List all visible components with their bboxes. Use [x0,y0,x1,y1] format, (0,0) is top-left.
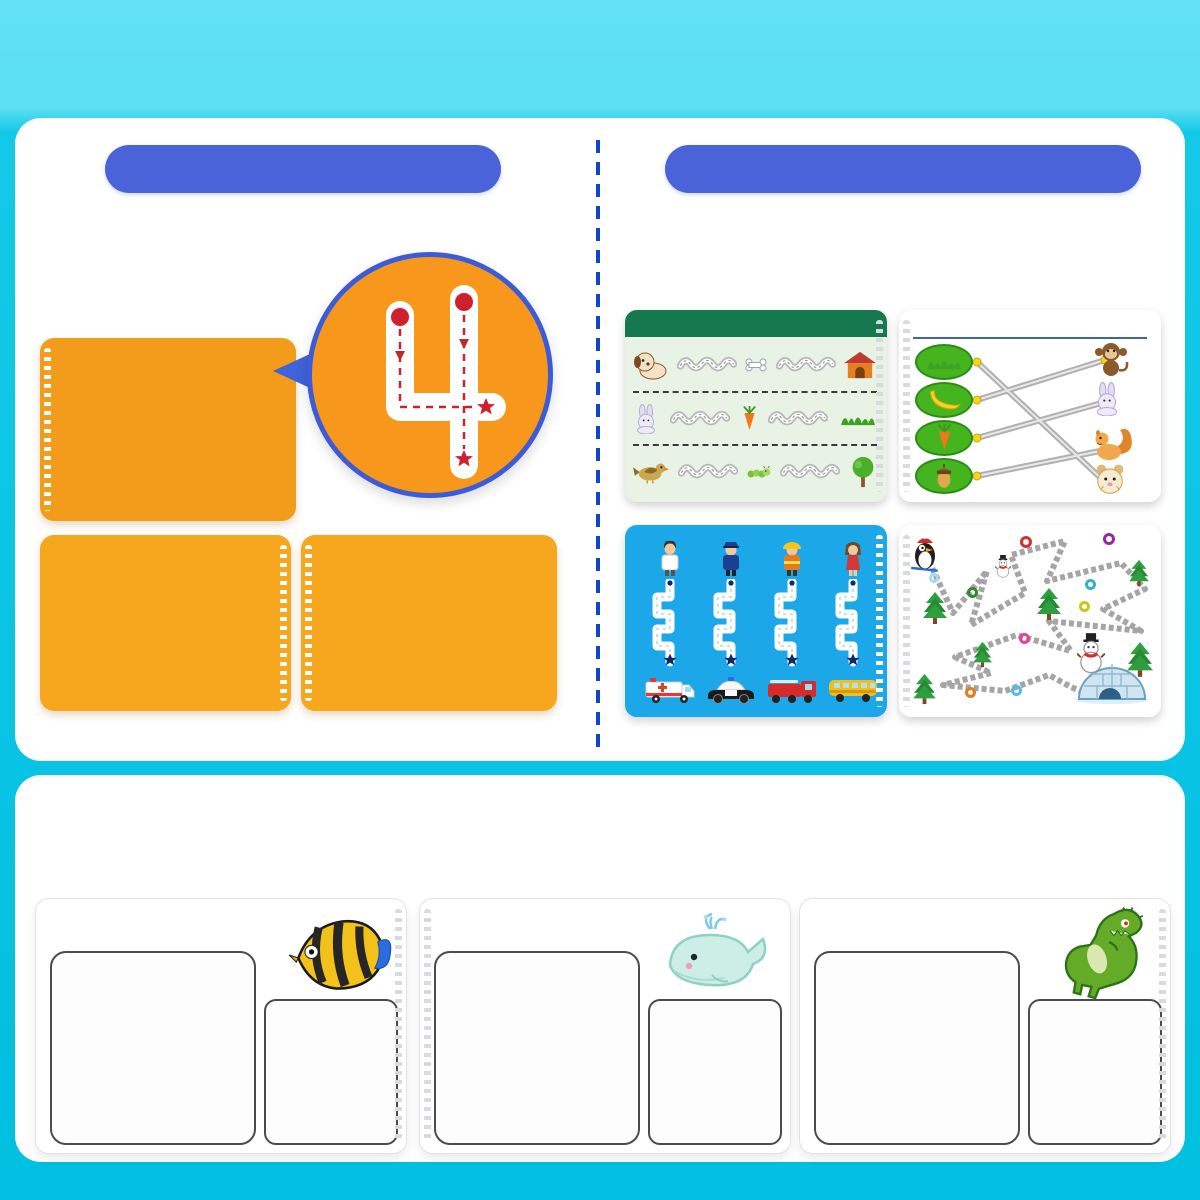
large-dot-grid [434,951,640,1145]
pine-tree-icon [973,641,992,673]
rabbit-icon [633,404,659,434]
caterpillar-icon [747,466,771,479]
pine-tree-icon [1037,587,1061,626]
carrot-icon [935,424,954,452]
letter-grid-1 [54,545,273,701]
spiral-binding [876,320,883,492]
maze-path [648,579,692,676]
police-officer-icon [718,541,744,582]
maze-path [709,579,753,676]
ring-decoration [1011,685,1022,696]
spiral-binding [280,545,287,701]
squirrel-icon [1093,426,1135,467]
doctor-icon [657,541,683,582]
pine-tree-icon [913,673,936,710]
magnified-number-four [307,252,553,498]
find-their-home-card [625,310,887,502]
worksheet-card-dinosaur [799,898,1171,1154]
spiral-binding [876,535,883,707]
ring-decoration [965,687,976,698]
rabbit-icon [1093,382,1121,421]
spiral-binding [305,545,312,701]
spiral-binding [903,320,910,492]
spiral-binding [395,909,402,1143]
dog-icon [633,350,669,380]
tree-icon [849,455,877,489]
right-section-subtitle [610,216,1176,245]
dinosaur-image [1052,901,1158,1004]
worksheet-card-whale [419,898,791,1154]
bottom-panel [15,775,1185,1162]
pine-tree-icon [1129,559,1149,592]
wavy-path [670,408,730,430]
find-home-body [625,337,887,502]
letter-card-nopq [40,535,291,711]
match-row-dog [633,339,877,391]
snowman-icon [1077,633,1105,679]
spiral-binding [903,535,910,707]
doghouse-icon [843,350,877,380]
carrot-icon [741,406,758,432]
spiral-binding [424,909,431,1143]
draw-with-me-winter-card [899,525,1161,717]
maze-path [770,579,814,676]
ring-decoration [1103,533,1115,545]
draw-with-me-match-card [899,310,1161,502]
number-four-trace [312,257,548,493]
match-row-bird [633,444,877,498]
top-panel [15,118,1185,761]
spiral-binding [1159,909,1166,1143]
profession-maze-card [625,525,887,717]
number-grid [60,348,280,511]
letter-card-abcd [301,535,557,711]
pine-tree-icon [1127,641,1153,683]
letter-grid-2 [319,545,543,701]
wavy-path [677,354,737,376]
bone-icon [744,358,768,372]
fire-truck-icon [766,675,818,710]
hamster-icon [1093,462,1127,501]
banana-icon [926,388,962,412]
grass-oval [915,344,973,380]
wavy-path [768,408,828,430]
small-dot-grid [648,999,782,1145]
right-section-header [665,145,1141,193]
worksheet-card-fish [35,898,407,1154]
grass-icon [925,354,963,371]
bird-icon [633,459,669,485]
small-dot-grid [264,999,398,1145]
acorn-icon [934,463,954,489]
carrot-oval [915,420,973,456]
ring-decoration [967,587,978,598]
ambulance-icon [644,675,696,710]
grass-icon [839,410,877,427]
teacher-icon [840,541,866,582]
number-tracing-card [40,338,296,521]
wavy-path [780,461,840,483]
ring-decoration [929,573,939,583]
wavy-path [776,354,836,376]
school-bus-icon [827,675,879,710]
small-dot-grid [1028,999,1162,1145]
angelfish-image [280,913,392,1004]
ring-decoration [1019,633,1030,644]
spiral-binding [44,348,51,511]
match-row-rabbit [633,391,877,445]
find-home-title [625,310,887,337]
wavy-path [678,461,738,483]
ring-decoration [1085,579,1096,590]
monkey-icon [1093,340,1129,383]
ring-decoration [1079,601,1090,612]
whale-image [658,909,778,1004]
firefighter-icon [779,541,805,582]
dashed-divider [596,140,600,755]
left-section-header [105,145,501,193]
pine-tree-icon [923,591,947,630]
large-dot-grid [50,951,256,1145]
banana-oval [915,382,973,418]
acorn-oval [915,458,973,494]
snowman-icon [995,555,1011,583]
police-car-icon [705,675,757,710]
penguin-icon [909,535,941,578]
maze-path [831,579,875,676]
large-dot-grid [814,951,1020,1145]
